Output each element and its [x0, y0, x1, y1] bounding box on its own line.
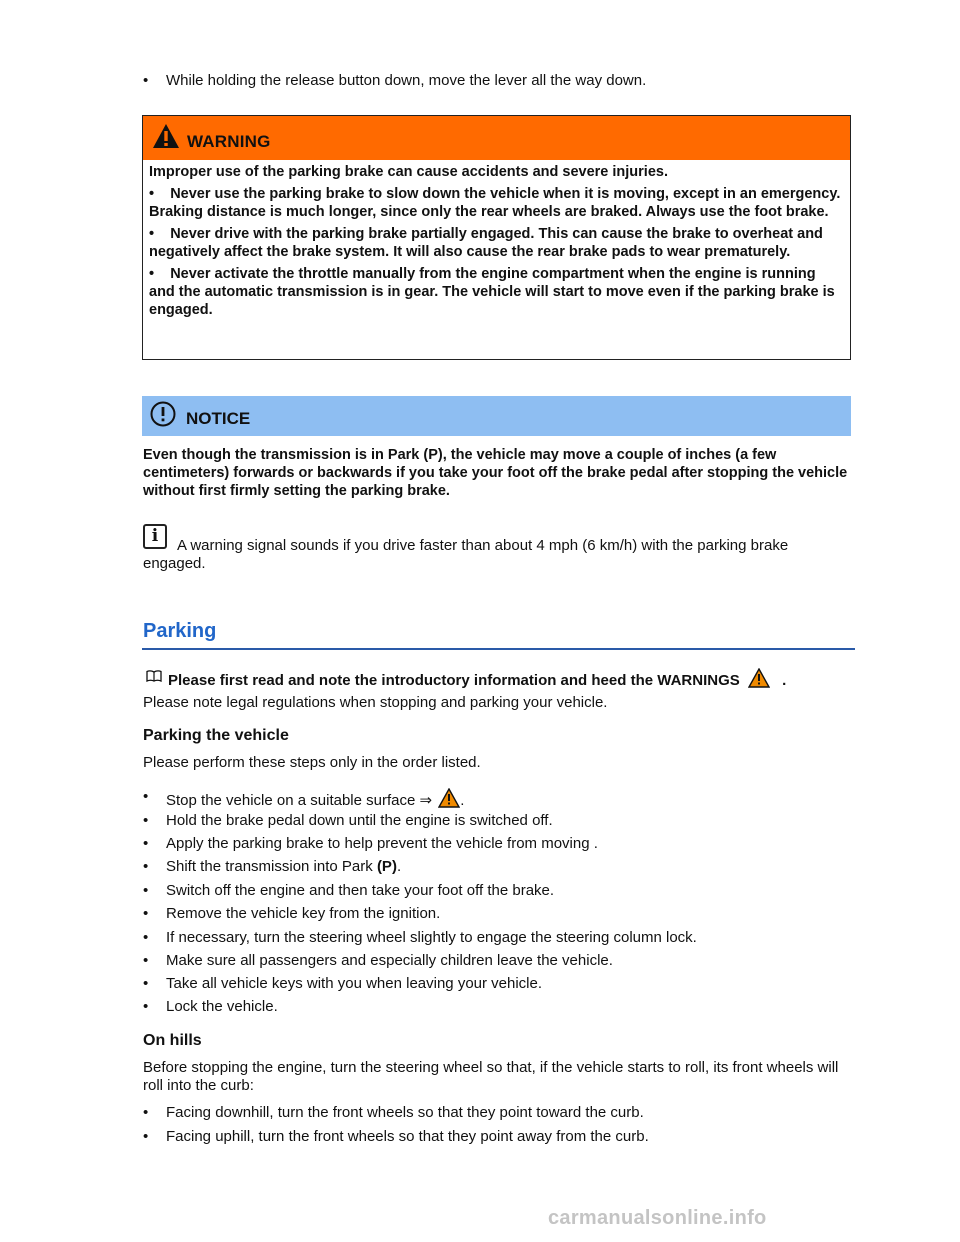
section-divider: [142, 648, 855, 650]
warning-triangle-icon: [438, 788, 460, 808]
heading-parking-vehicle: Parking the vehicle: [143, 727, 289, 744]
warning-header: [143, 116, 850, 160]
watermark: carmanualsonline.info: [548, 1207, 767, 1229]
warning-item: • Never activate the throttle manually from the engine compartment when the engine is running and the automatic transmission is in gear. The vehicle will start to move even if the parking brake is engaged.: [149, 266, 835, 318]
parking-intro: Please perform these steps only in the order listed.: [143, 754, 481, 771]
info-note: A warning signal sounds if you drive faster than about 4 mph (6 km/h) with the parking brake engaged.: [143, 537, 789, 572]
warning-intro: Improper use of the parking brake can cause accidents and severe injuries.: [149, 164, 668, 180]
warning-box: [142, 115, 851, 360]
notice-header: [142, 396, 851, 436]
warning-body: [149, 163, 844, 323]
read-first-note: Please first read and note the introductory information and heed the WARNINGS .: [168, 668, 786, 690]
hills-intro: Before stopping the engine, turn the steering wheel so that, if the vehicle starts to roll, its front wheels will roll into the curb:: [143, 1059, 839, 1094]
heading-on-hills: On hills: [143, 1032, 202, 1049]
notice-text: Even though the transmission is in Park (P), the vehicle may move a couple of inches (a few centimeters) forwards or backwards if you take your foot off the brake pedal after stopping the vehicle without first firmly setting the parking brake.: [143, 447, 848, 499]
warning-item: • Never drive with the parking brake partially engaged. This can cause the brake to overheat and negatively affect the brake system. It will also cause the rear brake pads to wear prematurely.: [149, 226, 823, 260]
info-icon: i: [143, 524, 167, 549]
notice-title: NOTICE: [186, 409, 251, 428]
book-icon: [146, 670, 162, 682]
warning-triangle-icon: [152, 123, 180, 149]
section-title: Parking: [143, 620, 217, 642]
warning-item: • Never use the parking brake to slow down the vehicle when it is moving, except in an emergency. Braking distance is much longer, since only the rear wheels are braked. Always use the foot brake.: [149, 186, 841, 220]
warning-triangle-icon: [748, 668, 770, 688]
exclamation-circle-icon: [150, 401, 176, 427]
manual-page: • While holding the release button down, move the lever all the way down. WARNING Improper use of the parking brake can cause accidents and severe injuries. • Never use the parking brake to slow down the vehicle when it is moving, except in an emergency. Braking distance is much longer, since only the rear wheels are braked. Always use the foot brake. • Never drive with the parking brake partially engaged. This can cause the brake to overheat and negatively affect the brake system. It will also cause the rear brake pads to wear prematurely. • Never activate the throttle manually from the engine compartment when the engine is running and the automatic transmission is in gear. The vehicle will start to move even if the parking brake is engaged. NOTICE Even though the transmission is in Park (P), the vehicle may move a couple of inches (a few centimeters) forwards or backwards if you take your foot off the brake pedal after stopping the vehicle without first firmly setting the parking brake. i A warning signal sounds if you drive faster than about 4 mph (6 km/h) with the parking brake engaged. Parking Please first read and note the introductory information and heed the WARNINGS . Please note legal regulations when stopping and parking your vehicle. Parking the vehicle Please perform these steps only in the order listed. • Stop the vehicle on a suitable surface ⇒ . • Hold the brake pedal down until the engine is switched off. • Apply the parking brake to help prevent the vehicle from moving . • Shift the transmission into Park (P). • Switch off the engine and then take your foot off the brake. • Remove the vehicle key from the ignition. • If necessary, turn the steering wheel slightly to engage the steering column lock. • Make sure all passengers and especially children leave the vehicle. • Take all vehicle keys with you when leaving your vehicle. • Lock the vehicle. On hills Before stopping the engine, turn the steering wheel so that, if the vehicle starts to roll, its front wheels will roll into the curb: • Facing downhill, turn the front wheels so that they point toward the curb. • Facing uphill, turn the front wheels so that they point away from the curb. carmanualsonline.info: [0, 0, 960, 1242]
legal-note: Please note legal regulations when stopping and parking your vehicle.: [143, 694, 608, 711]
warning-title: WARNING: [187, 132, 271, 151]
